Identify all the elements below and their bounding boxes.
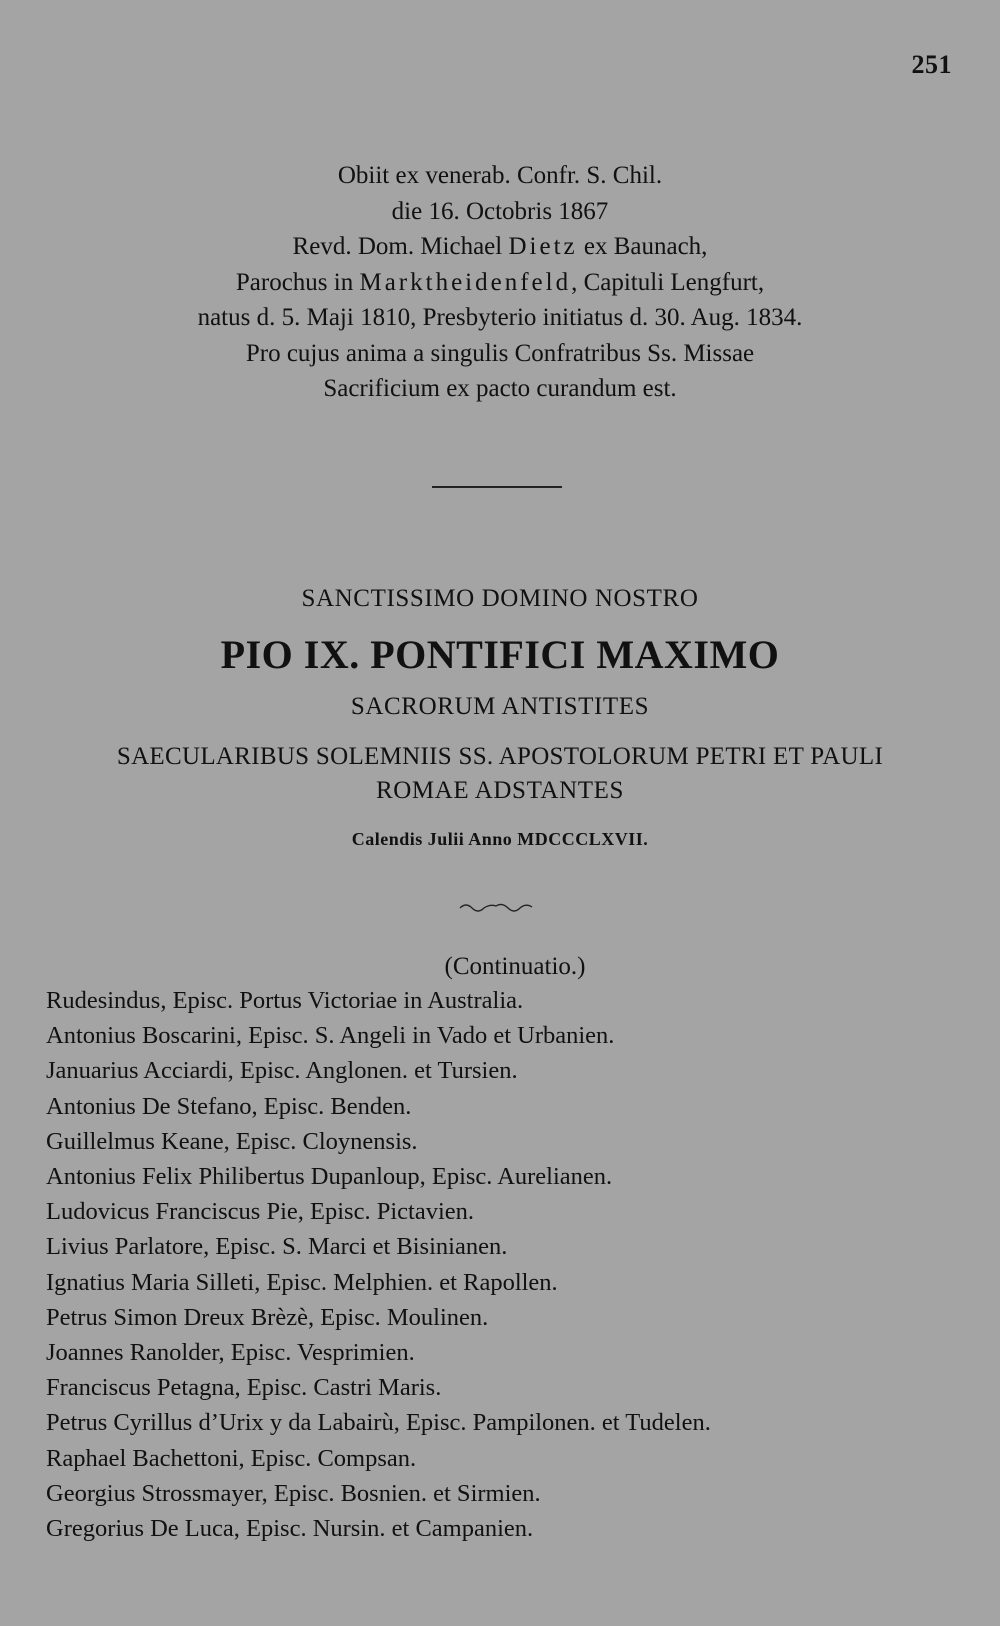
place-name: Marktheidenfeld — [359, 268, 572, 296]
obit-line: die 16. Octobris 1867 — [391, 197, 609, 225]
bishop-list — [46, 983, 711, 1546]
list-item: Gregorius De Luca, Episc. Nursin. et Campanien. — [46, 1515, 534, 1543]
list-item: Januarius Acciardi, Episc. Anglonen. et Tursien. — [46, 1057, 518, 1085]
obit-text: , Capituli Lengfurt, — [571, 268, 765, 296]
section-divider — [432, 486, 562, 488]
dedication-line: SACRORUM ANTISTITES — [350, 693, 650, 720]
list-item: Franciscus Petagna, Episc. Castri Maris. — [46, 1374, 442, 1402]
list-item: Antonius Felix Philibertus Dupanloup, Episc. Aurelianen. — [46, 1163, 613, 1191]
dedication-block — [0, 582, 1000, 852]
dedication-line: SANCTISSIMO DOMINO NOSTRO — [301, 585, 699, 612]
dedication-line: SAECULARIBUS SOLEMNIIS SS. APOSTOLORUM PETRI ET PAULI — [116, 743, 884, 770]
dedication-date: Calendis Julii Anno MDCCCLXVII. — [351, 829, 649, 849]
continuation-heading: (Continuatio.) — [444, 953, 586, 980]
page-number: 251 — [911, 50, 952, 79]
obit-line: Obiit ex venerab. Confr. S. Chil. — [337, 162, 663, 189]
obit-text: Revd. Dom. Michael — [292, 233, 509, 260]
surname: Dietz — [508, 233, 578, 260]
obit-line — [0, 229, 1000, 265]
list-item: Ignatius Maria Silleti, Episc. Melphien. et Rapollen. — [46, 1268, 558, 1296]
dedication-line: ROMAE ADSTANTES — [376, 777, 624, 804]
dedication-heading: PIO IX. PONTIFICI MAXIMO — [220, 632, 780, 677]
list-item: Raphael Bachettoni, Episc. Compsan. — [46, 1444, 417, 1472]
list-item: Antonius Boscarini, Episc. S. Angeli in Vado et Urbanien. — [46, 1022, 615, 1050]
obit-line: natus d. 5. Maji 1810, Presbyterio initiatus d. 30. Aug. 1834. — [197, 304, 803, 331]
list-item: Rudesindus, Episc. Portus Victoriae in Australia. — [46, 987, 524, 1014]
obit-text: Parochus in — [235, 268, 360, 296]
list-item: Antonius De Stefano, Episc. Benden. — [46, 1092, 412, 1120]
obit-line: Pro cujus anima a singulis Confratribus Ss. Missae — [245, 339, 755, 367]
ornament-flourish — [458, 900, 534, 912]
obit-text: ex Baunach, — [577, 233, 708, 260]
obit-line — [0, 265, 1000, 301]
list-item: Petrus Cyrillus d’Urix y da Labairù, Episc. Pampilonen. et Tudelen. — [46, 1409, 711, 1437]
list-item: Livius Parlatore, Episc. S. Marci et Bisinianen. — [46, 1233, 508, 1261]
obituary-notice — [0, 158, 1000, 407]
obit-line: Sacrificium ex pacto curandum est. — [323, 375, 677, 402]
list-item: Georgius Strossmayer, Episc. Bosnien. et Sirmien. — [46, 1479, 541, 1507]
list-item: Ludovicus Franciscus Pie, Episc. Pictavien. — [46, 1198, 474, 1226]
list-item: Guillelmus Keane, Episc. Cloynensis. — [46, 1127, 418, 1155]
list-item: Joannes Ranolder, Episc. Vesprimien. — [46, 1339, 415, 1367]
list-item: Petrus Simon Dreux Brèzè, Episc. Moulinen. — [46, 1303, 489, 1331]
